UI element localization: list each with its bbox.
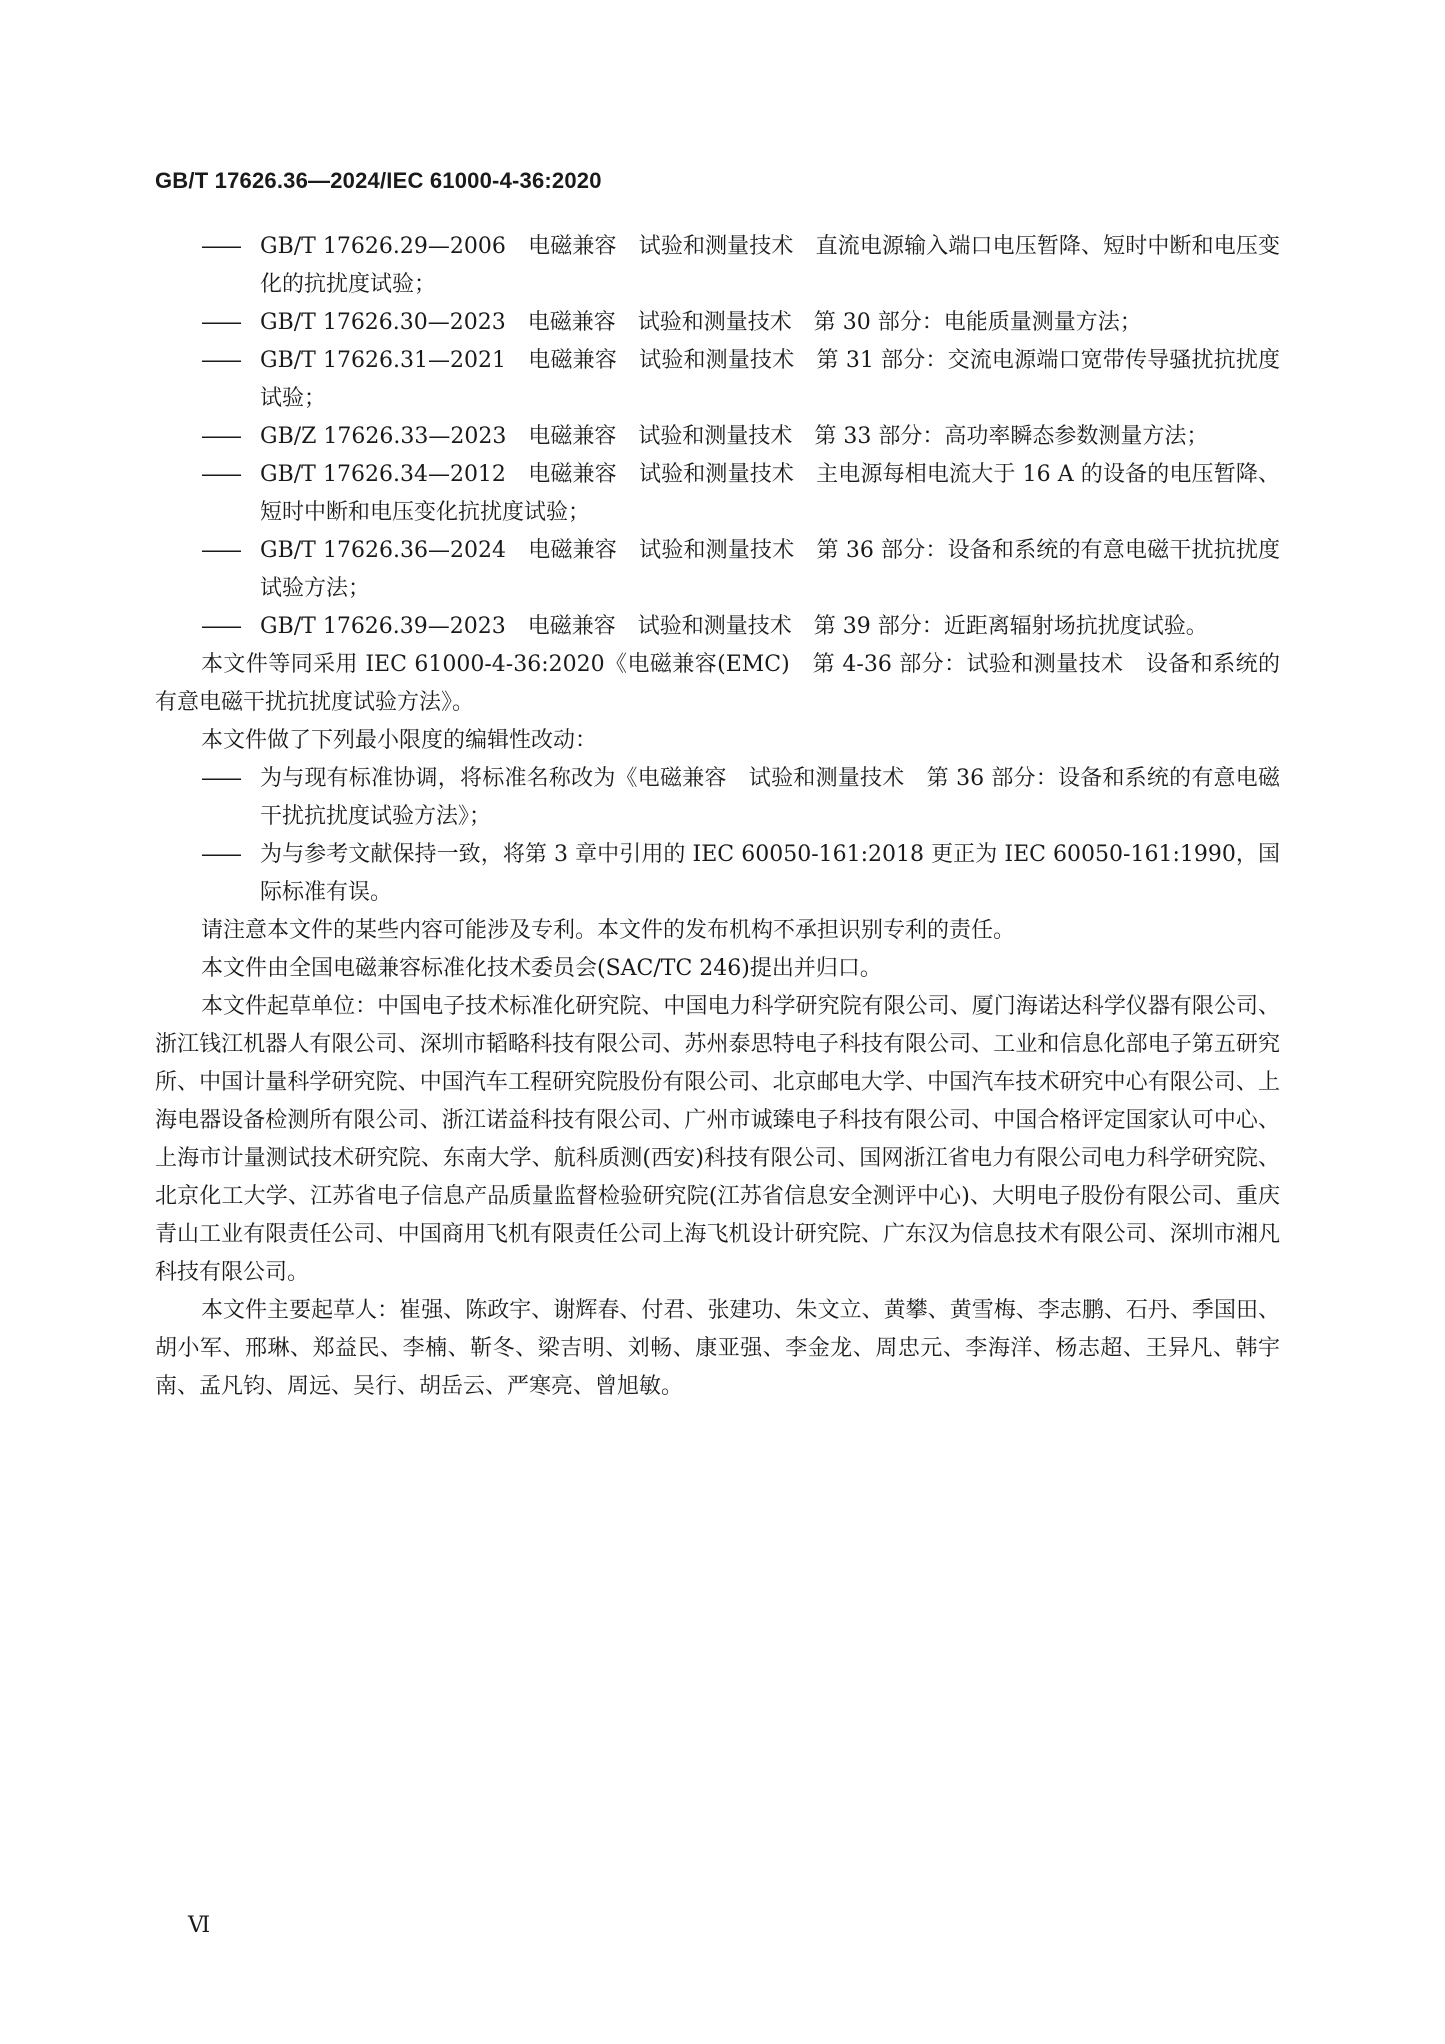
reference-item <box>155 608 1280 646</box>
reference-text: GB/T 17626.36—2024 电磁兼容 试验和测量技术 第 36 部分：设备和系统的有意电磁干扰抗扰度试验方法； <box>260 538 1280 601</box>
list-dash: —— <box>201 310 239 335</box>
list-dash: —— <box>201 614 239 639</box>
reference-item <box>155 228 1280 304</box>
document-body <box>155 228 1280 1406</box>
reference-text: GB/T 17626.31—2021 电磁兼容 试验和测量技术 第 31 部分：交流电源端口宽带传导骚扰抗扰度试验； <box>260 348 1280 411</box>
reference-text: GB/T 17626.29—2006 电磁兼容 试验和测量技术 直流电源输入端口电压暂降、短时中断和电压变化的抗扰度试验； <box>260 234 1280 297</box>
list-dash: —— <box>201 538 239 563</box>
reference-item <box>155 532 1280 608</box>
reference-text: GB/T 17626.34—2012 电磁兼容 试验和测量技术 主电源每相电流大于 16 A 的设备的电压暂降、短时中断和电压变化抗扰度试验； <box>260 462 1280 525</box>
editorial-change-text: 为与参考文献保持一致，将第 3 章中引用的 IEC 60050-161:2018 更正为 IEC 60050-161:1990，国际标准有误。 <box>260 842 1280 905</box>
reference-item <box>155 456 1280 532</box>
editorial-change-item <box>155 836 1280 912</box>
editorial-change-text: 为与现有标准协调，将标准名称改为《电磁兼容 试验和测量技术 第 36 部分：设备和系统的有意电磁干扰抗扰度试验方法》； <box>260 766 1280 829</box>
reference-text: GB/T 17626.30—2023 电磁兼容 试验和测量技术 第 30 部分：电能质量测量方法； <box>260 310 1142 335</box>
list-dash: —— <box>201 842 239 867</box>
list-dash: —— <box>201 462 239 487</box>
drafting-units: 本文件起草单位：中国电子技术标准化研究院、中国电力科学研究院有限公司、厦门海诺达科学仪器有限公司、浙江钱江机器人有限公司、深圳市韬略科技有限公司、苏州泰思特电子科技有限公司、工业和信息化部电子第五研究所、中国计量科学研究院、中国汽车工程研究院股份有限公司、北京邮电大学、中国汽车技术研究中心有限公司、上海电器设备检测所有限公司、浙江诺益科技有限公司、广州市诚臻电子科技有限公司、中国合格评定国家认可中心、上海市计量测试技术研究院、东南大学、航科质测(西安)科技有限公司、国网浙江省电力有限公司电力科学研究院、北京化工大学、江苏省电子信息产品质量监督检验研究院(江苏省信息安全测评中心)、大明电子股份有限公司、重庆青山工业有限责任公司、中国商用飞机有限责任公司上海飞机设计研究院、广东汉为信息技术有限公司、深圳市湘凡科技有限公司。 <box>155 994 1280 1285</box>
reference-text: GB/Z 17626.33—2023 电磁兼容 试验和测量技术 第 33 部分：高功率瞬态参数测量方法； <box>260 424 1209 449</box>
editorial-change-list <box>155 760 1280 912</box>
list-dash: —— <box>201 424 239 449</box>
list-dash: —— <box>201 766 239 791</box>
standard-number-header: GB/T 17626.36—2024/IEC 61000-4-36:2020 <box>155 168 602 193</box>
normative-reference-list <box>155 228 1280 646</box>
proposer-statement: 本文件由全国电磁兼容标准化技术委员会(SAC/TC 246)提出并归口。 <box>201 956 882 981</box>
page-number: Ⅵ <box>188 1913 211 1938</box>
drafters: 本文件主要起草人：崔强、陈政宇、谢辉春、付君、张建功、朱文立、黄攀、黄雪梅、李志鹏、石丹、季国田、胡小军、邢琳、郑益民、李楠、靳冬、梁吉明、刘畅、康亚强、李金龙、周忠元、李海洋、杨志超、王异凡、韩宇南、孟凡钧、周远、吴行、胡岳云、严寒亮、曾旭敏。 <box>155 1298 1280 1399</box>
patent-notice: 请注意本文件的某些内容可能涉及专利。本文件的发布机构不承担识别专利的责任。 <box>201 918 1016 943</box>
reference-text: GB/T 17626.39—2023 电磁兼容 试验和测量技术 第 39 部分：近距离辐射场抗扰度试验。 <box>260 614 1208 639</box>
reference-item <box>155 304 1280 342</box>
editorial-intro: 本文件做了下列最小限度的编辑性改动： <box>201 728 598 753</box>
reference-item <box>155 342 1280 418</box>
editorial-change-item <box>155 760 1280 836</box>
list-dash: —— <box>201 234 239 259</box>
list-dash: —— <box>201 348 239 373</box>
adoption-statement: 本文件等同采用 IEC 61000-4-36:2020《电磁兼容(EMC) 第 4-36 部分：试验和测量技术 设备和系统的有意电磁干扰抗扰度试验方法》。 <box>155 652 1280 715</box>
reference-item <box>155 418 1280 456</box>
